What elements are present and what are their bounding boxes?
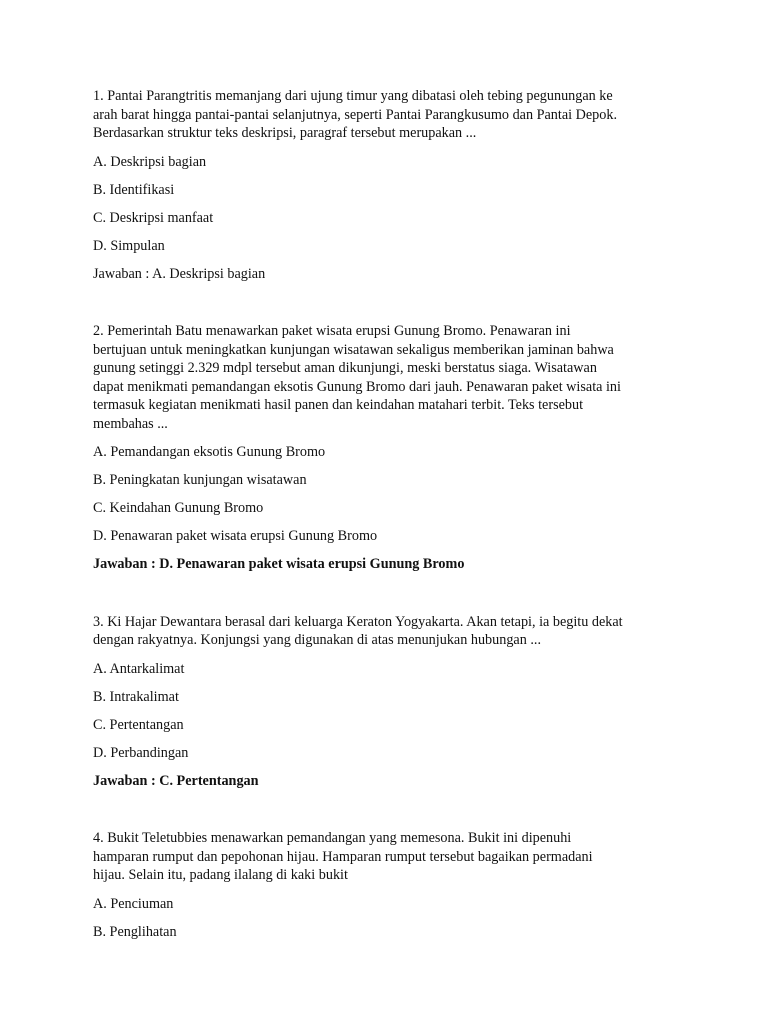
option-c: C. Keindahan Gunung Bromo bbox=[93, 500, 264, 516]
stem-line: Berdasarkan struktur teks deskripsi, paragraf tersebut merupakan ... bbox=[93, 125, 477, 141]
option-d: D. Penawaran paket wisata erupsi Gunung Bromo bbox=[93, 528, 378, 544]
spacer bbox=[93, 790, 693, 829]
option-a: A. Antarkalimat bbox=[93, 660, 185, 677]
stem-line: bertujuan untuk meningkatkan kunjungan wisatawan sekaligus memberikan jaminan bahwa bbox=[93, 341, 614, 358]
question-2 bbox=[93, 322, 693, 574]
stem-line: 1. Pantai Parangtritis memanjang dari ujung timur yang dibatasi oleh tebing pegunungan ke bbox=[93, 88, 613, 104]
stem-line: membahas ... bbox=[93, 415, 168, 432]
stem-line: gunung setinggi 2.329 mdpl tersebut aman dikunjungi, meski berstatus siaga. Wisatawan bbox=[93, 360, 597, 376]
answer: Jawaban : A. Deskripsi bagian bbox=[93, 265, 266, 282]
stem-line: 2. Pemerintah Batu menawarkan paket wisata erupsi Gunung Bromo. Penawaran ini bbox=[93, 323, 571, 339]
option-d: D. Simpulan bbox=[93, 237, 165, 254]
stem-line: dapat menikmati pemandangan eksotis Gunung Bromo dari jauh. Penawaran paket wisata ini bbox=[93, 378, 621, 395]
stem-line: hijau. Selain itu, padang ilalang di kaki bukit bbox=[93, 867, 348, 883]
spacer bbox=[93, 574, 693, 613]
answer: Jawaban : C. Pertentangan bbox=[93, 772, 259, 789]
option-b: B. Penglihatan bbox=[93, 923, 177, 940]
question-4-stem bbox=[93, 829, 693, 885]
stem-line: hamparan rumput dan pepohonan hijau. Hamparan rumput tersebut bagaikan permadani bbox=[93, 848, 593, 865]
option-c: C. Pertentangan bbox=[93, 716, 184, 733]
question-1-stem bbox=[93, 87, 693, 143]
option-c: C. Deskripsi manfaat bbox=[93, 209, 214, 226]
option-b: B. Peningkatan kunjungan wisatawan bbox=[93, 472, 307, 488]
stem-line: termasuk kegiatan menikmati hasil panen dan keindahan matahari terbit. Teks tersebut bbox=[93, 397, 584, 413]
question-2-stem bbox=[93, 322, 693, 433]
stem-line: arah barat hingga pantai-pantai selanjutnya, seperti Pantai Parangkusumo dan Pantai Depok. bbox=[93, 106, 617, 123]
option-a: A. Pemandangan eksotis Gunung Bromo bbox=[93, 444, 326, 460]
question-1 bbox=[93, 87, 693, 283]
stem-line: dengan rakyatnya. Konjungsi yang digunakan di atas menunjukan hubungan ... bbox=[93, 632, 541, 648]
answer: Jawaban : D. Penawaran paket wisata erupsi Gunung Bromo bbox=[93, 556, 465, 572]
option-b: B. Identifikasi bbox=[93, 181, 175, 198]
option-b: B. Intrakalimat bbox=[93, 688, 179, 705]
stem-line: 4. Bukit Teletubbies menawarkan pemandangan yang memesona. Bukit ini dipenuhi bbox=[93, 830, 572, 846]
option-a: A. Deskripsi bagian bbox=[93, 153, 207, 170]
stem-line: 3. Ki Hajar Dewantara berasal dari keluarga Keraton Yogyakarta. Akan tetapi, ia begitu dekat bbox=[93, 613, 623, 630]
option-d: D. Perbandingan bbox=[93, 744, 189, 761]
question-list bbox=[93, 87, 693, 951]
question-4 bbox=[93, 829, 693, 941]
question-3-stem bbox=[93, 613, 693, 650]
spacer bbox=[93, 283, 693, 322]
question-3 bbox=[93, 613, 693, 791]
option-a: A. Penciuman bbox=[93, 895, 174, 912]
